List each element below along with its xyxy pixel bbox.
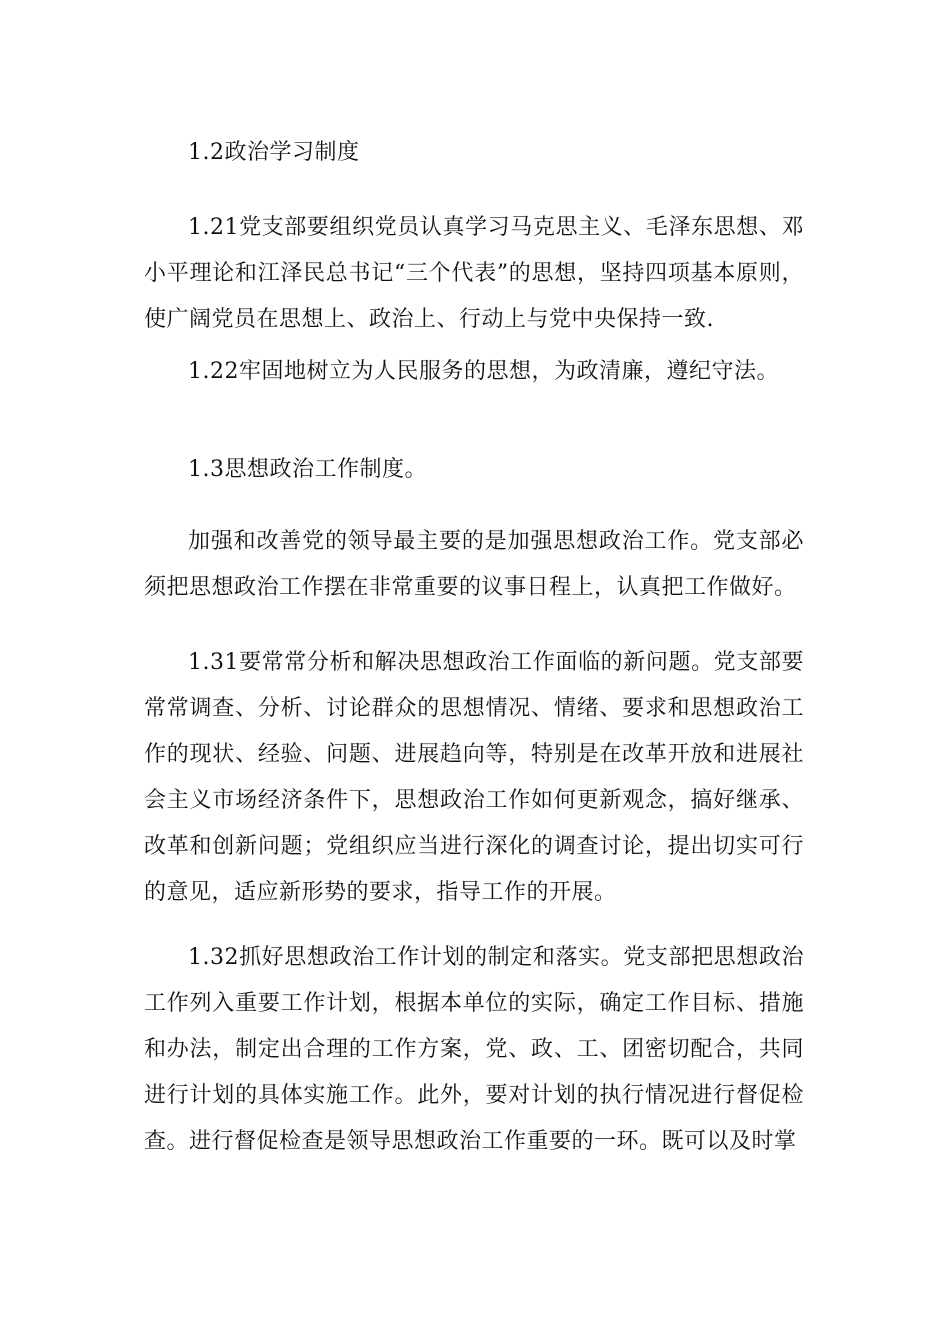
paragraph-1-21: 1.21党支部要组织党员认真学习马克思主义、毛泽东思想、邓小平理论和江泽民总书记“三个代表”的思想，坚持四项基本原则，使广阔党员在思想上、政治上、行动上与党中央保持一致. [144, 215, 804, 332]
section-heading-ideological-work: 1.3思想政治工作制度。 [188, 457, 427, 482]
paragraph-1-22: 1.22牢固地树立为人民服务的思想，为政清廉，遵纪守法。 [188, 359, 779, 384]
paragraph-intro-ideological-work: 加强和改善党的领导最主要的是加强思想政治工作。党支部必须把思想政治工作摆在非常重要的议事日程上，认真把工作做好。 [144, 529, 804, 600]
paragraph-1-32: 1.32抓好思想政治工作计划的制定和落实。党支部把思想政治工作列入重要工作计划，根据本单位的实际，确定工作目标、措施和办法，制定出合理的工作方案，党、政、工、团密切配合，共同进行计划的具体实施工作。此外，要对计划的执行情况进行督促检查。进行督促检查是领导思想政治工作重要的一环。既可以及时掌 [144, 945, 804, 1154]
paragraph-1-31: 1.31要常常分析和解决思想政治工作面临的新问题。党支部要常常调查、分析、讨论群众的思想情况、情绪、要求和思想政治工作的现状、经验、问题、进展趋向等，特别是在改革开放和进展社会主义市场经济条件下，思想政治工作如何更新观念，搞好继承、改革和创新问题；党组织应当进行深化的调查讨论，提出切实可行的意见，适应新形势的要求，指导工作的开展。 [144, 650, 804, 905]
section-heading-political-study: 1.2政治学习制度 [188, 140, 360, 165]
